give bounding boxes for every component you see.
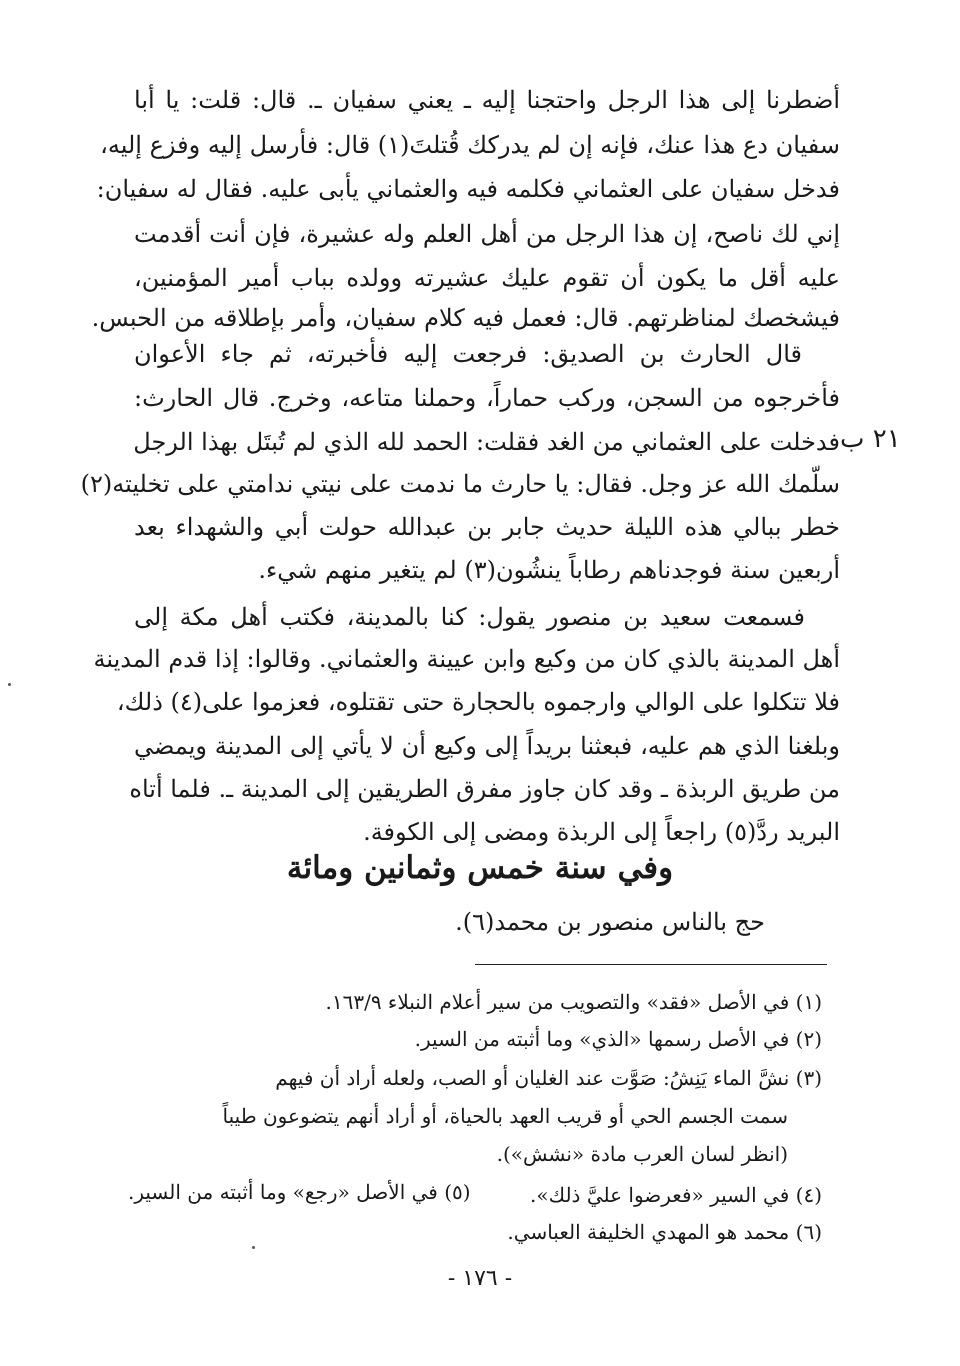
footnote-1: (١) في الأصل «فقد» والتصويب من سير أعلام النبلاء ١٦٣/٩. [325, 990, 822, 1014]
footnote-5: (٥) في الأصل «رجع» وما أثبته من السير. [128, 1180, 471, 1204]
footnote-separator [475, 964, 827, 965]
text-line-16: وبلغنا الذي هم عليه، فبعثنا بريداً إلى وكيع أن لا يأتي إلى المدينة ويمضي [134, 732, 841, 760]
folio-marker: ٢١ ب [840, 424, 901, 454]
page-number: - ١٧٦ - [447, 1266, 513, 1291]
text-line-8: فأخرجوه من السجن، وركب حماراً، وحملنا متاعه، وخرج. قال الحارث: [134, 384, 840, 412]
text-line-15: فلا تتكلوا على الوالي وارجموه بالحجارة حتى تقتلوه، فعزموا على(٤) ذلك، [116, 688, 840, 716]
scan-speck [252, 1246, 255, 1249]
closing-line: حج بالناس منصور بن محمد(٦). [455, 908, 765, 936]
footnote-3-line-3: (انظر لسان العرب مادة «نشش»). [496, 1142, 788, 1166]
text-line-7: قال الحارث بن الصديق: فرجعت إليه فأخبرته، ثم جاء الأعوان [134, 340, 803, 368]
text-line-9: فدخلت على العثماني من الغد فقلت: الحمد لله الذي لم تُبتَل بهذا الرجل [133, 428, 840, 456]
section-heading: وفي سنة خمس وثمانين ومائة [286, 850, 674, 886]
text-line-14: أهل المدينة بالذي كان من وكيع وابن عيينة والعثماني. وقالوا: إذا قدم المدينة [93, 645, 840, 673]
footnote-2: (٢) في الأصل رسمها «الذي» وما أثبته من السير. [414, 1027, 822, 1051]
text-line-4: إني لك ناصح، إن هذا الرجل من أهل العلم وله عشيرة، فإن أنت أقدمت [134, 220, 841, 248]
footnote-3-line-1: (٣) نشَّ الماء يَنِشُ: صَوَّت عند الغليان أو الصب، ولعله أراد أن فيهم [275, 1066, 822, 1090]
text-line-17: من طريق الربذة ـ وقد كان جاوز مفرق الطريقين إلى المدينة ـ. فلما أتاه [129, 775, 840, 803]
footnote-3-line-2: سمت الجسم الحي أو قريب العهد بالحياة، أو أراد أنهم يتضوعون طيباً [222, 1104, 788, 1128]
text-line-11: خطر ببالي هذه الليلة حديث جابر بن عبدالله حولت أبي والشهداء بعد [134, 513, 841, 541]
text-line-18: البريد ردَّ(٥) راجعاً إلى الربذة ومضى إلى الكوفة. [363, 818, 840, 846]
text-line-10: سلّمك الله عز وجل. فقال: يا حارث ما ندمت على نيتي ندامتي على تخليته(٢) [80, 470, 840, 498]
text-line-1: أضطرنا إلى هذا الرجل واحتجنا إليه ـ يعني سفيان ـ. قال: قلت: يا أبا [134, 86, 840, 114]
footnote-4: (٤) في السير «فعرضوا عليَّ ذلك». [530, 1183, 822, 1207]
text-line-2: سفيان دع هذا عنك، فإنه إن لم يدركك قُتلتَ(١) قال: فأرسل إليه وفزع إليه، [100, 131, 840, 159]
footnote-6: (٦) محمد هو المهدي الخليفة العباسي. [507, 1220, 822, 1244]
text-line-12: أربعين سنة فوجدناهم رطاباً ينشُون(٣) لم يتغير منهم شيء. [258, 556, 840, 584]
text-line-6: فيشخصك لمناظرتهم. قال: فعمل فيه كلام سفيان، وأمر بإطلاقه من الحبس. [91, 304, 840, 332]
text-line-3: فدخل سفيان على العثماني فكلمه فيه والعثماني يأبى عليه. فقال له سفيان: [96, 175, 840, 203]
text-line-13: فسمعت سعيد بن منصور يقول: كنا بالمدينة، فكتب أهل مكة إلى [134, 603, 805, 631]
scan-speck [8, 683, 11, 686]
text-line-5: عليه أقل ما يكون أن تقوم عليك عشيرته وولده بباب أمير المؤمنين، [134, 264, 840, 292]
